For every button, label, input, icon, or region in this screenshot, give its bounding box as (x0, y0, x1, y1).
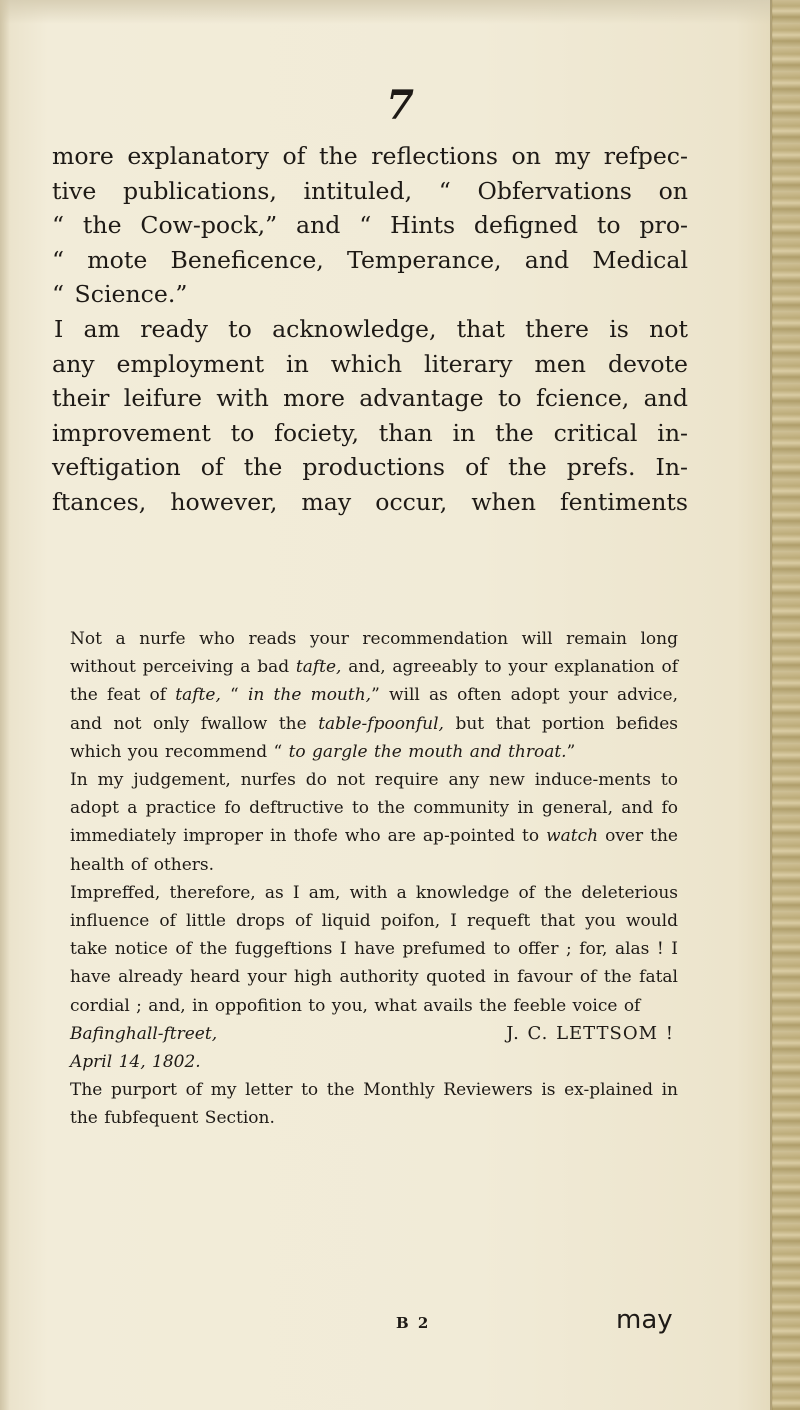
page-number: 7 (386, 82, 414, 129)
signature-mark: B 2 (396, 1314, 431, 1332)
footnote-italic: table-fpoonful, (318, 713, 444, 734)
letter-place: Bafinghall-ftreet, (70, 1023, 218, 1044)
footnote-text: Not a nurfe who reads your recommendation will remain long without perceiving a bad (70, 629, 678, 678)
footnote-text: but that portion befides which you recommend “ (70, 713, 678, 762)
footnote-paragraph: Impreffed, therefore, as I am, with a knowledge of the deleterious influence of little drops of liquid poifon, I requeft that you would take notice of the fuggeftions I have prefumed to offer ; for, alas ! I have already heard your high authority quoted in favour of the fatal cordial ; and, in oppofition to you, what avails the feeble voice of (70, 882, 678, 1016)
footnote-italic: tafte, (295, 657, 342, 678)
footnote-text: ” will as often adopt your advice, and not only fwallow the (70, 685, 678, 734)
footnote-italic: to gargle the mouth and throat. (288, 741, 567, 762)
footnote-italic: watch (546, 826, 599, 847)
main-text-line: I am ready to acknowledge, that there is not (54, 314, 688, 343)
book-binding-edge (772, 0, 800, 1410)
footnote-text: ” (566, 741, 576, 762)
main-text-line: more explanatory of the reflections on my refpec- (52, 142, 688, 170)
main-text-line: veftigation of the productions of the prefs. In- (52, 453, 688, 482)
main-text-line: their leifure with more advantage to fcience, and (52, 384, 688, 413)
main-text-line: improvement to fociety, than in the critical in- (52, 418, 688, 447)
footnote-text: “ (220, 685, 248, 706)
main-text-line: any employment in which literary men devote (52, 349, 688, 378)
letter-signature: J. C. LETTSOM ! (506, 1022, 674, 1044)
footnote-letter (52, 625, 678, 1133)
catchword: may (616, 1305, 673, 1335)
main-text-line: ftances, however, may occur, when fentiments (52, 487, 688, 516)
footnote-italic: in the mouth, (247, 685, 372, 706)
page-top-edge (0, 0, 800, 24)
footnote-text: and, agreeably to your explanation of the feat of (70, 657, 678, 706)
main-text-line: tive publications, intituled, “ Obfervations on (52, 176, 688, 205)
footnote-italic: tafte, (175, 685, 221, 706)
footnote-text: In my judgement, nurfes do not require any new induce-ments to adopt a practice fo deftructive to the community in general, and fo immediately improper in thofe who are ap-pointed to (70, 770, 678, 847)
main-text-line: “ Science.” (52, 280, 188, 309)
main-text (52, 139, 688, 520)
footnote-paragraph (52, 766, 678, 879)
footnote-paragraph: The purport of my letter to the Monthly Reviewers is ex-plained in the fubfequent Section. (70, 1080, 678, 1129)
main-text-line: “ mote Beneficence, Temperance, and Medical (52, 245, 688, 274)
page-left-shadow (0, 0, 10, 1410)
footnote-text: over the health of others. (70, 826, 678, 875)
footnote-paragraph (52, 625, 678, 766)
signature-row (52, 1020, 678, 1048)
letter-date: April 14, 1802. (70, 1052, 201, 1073)
main-text-line: “ the Cow-pock,” and “ Hints defigned to pro- (52, 211, 688, 240)
